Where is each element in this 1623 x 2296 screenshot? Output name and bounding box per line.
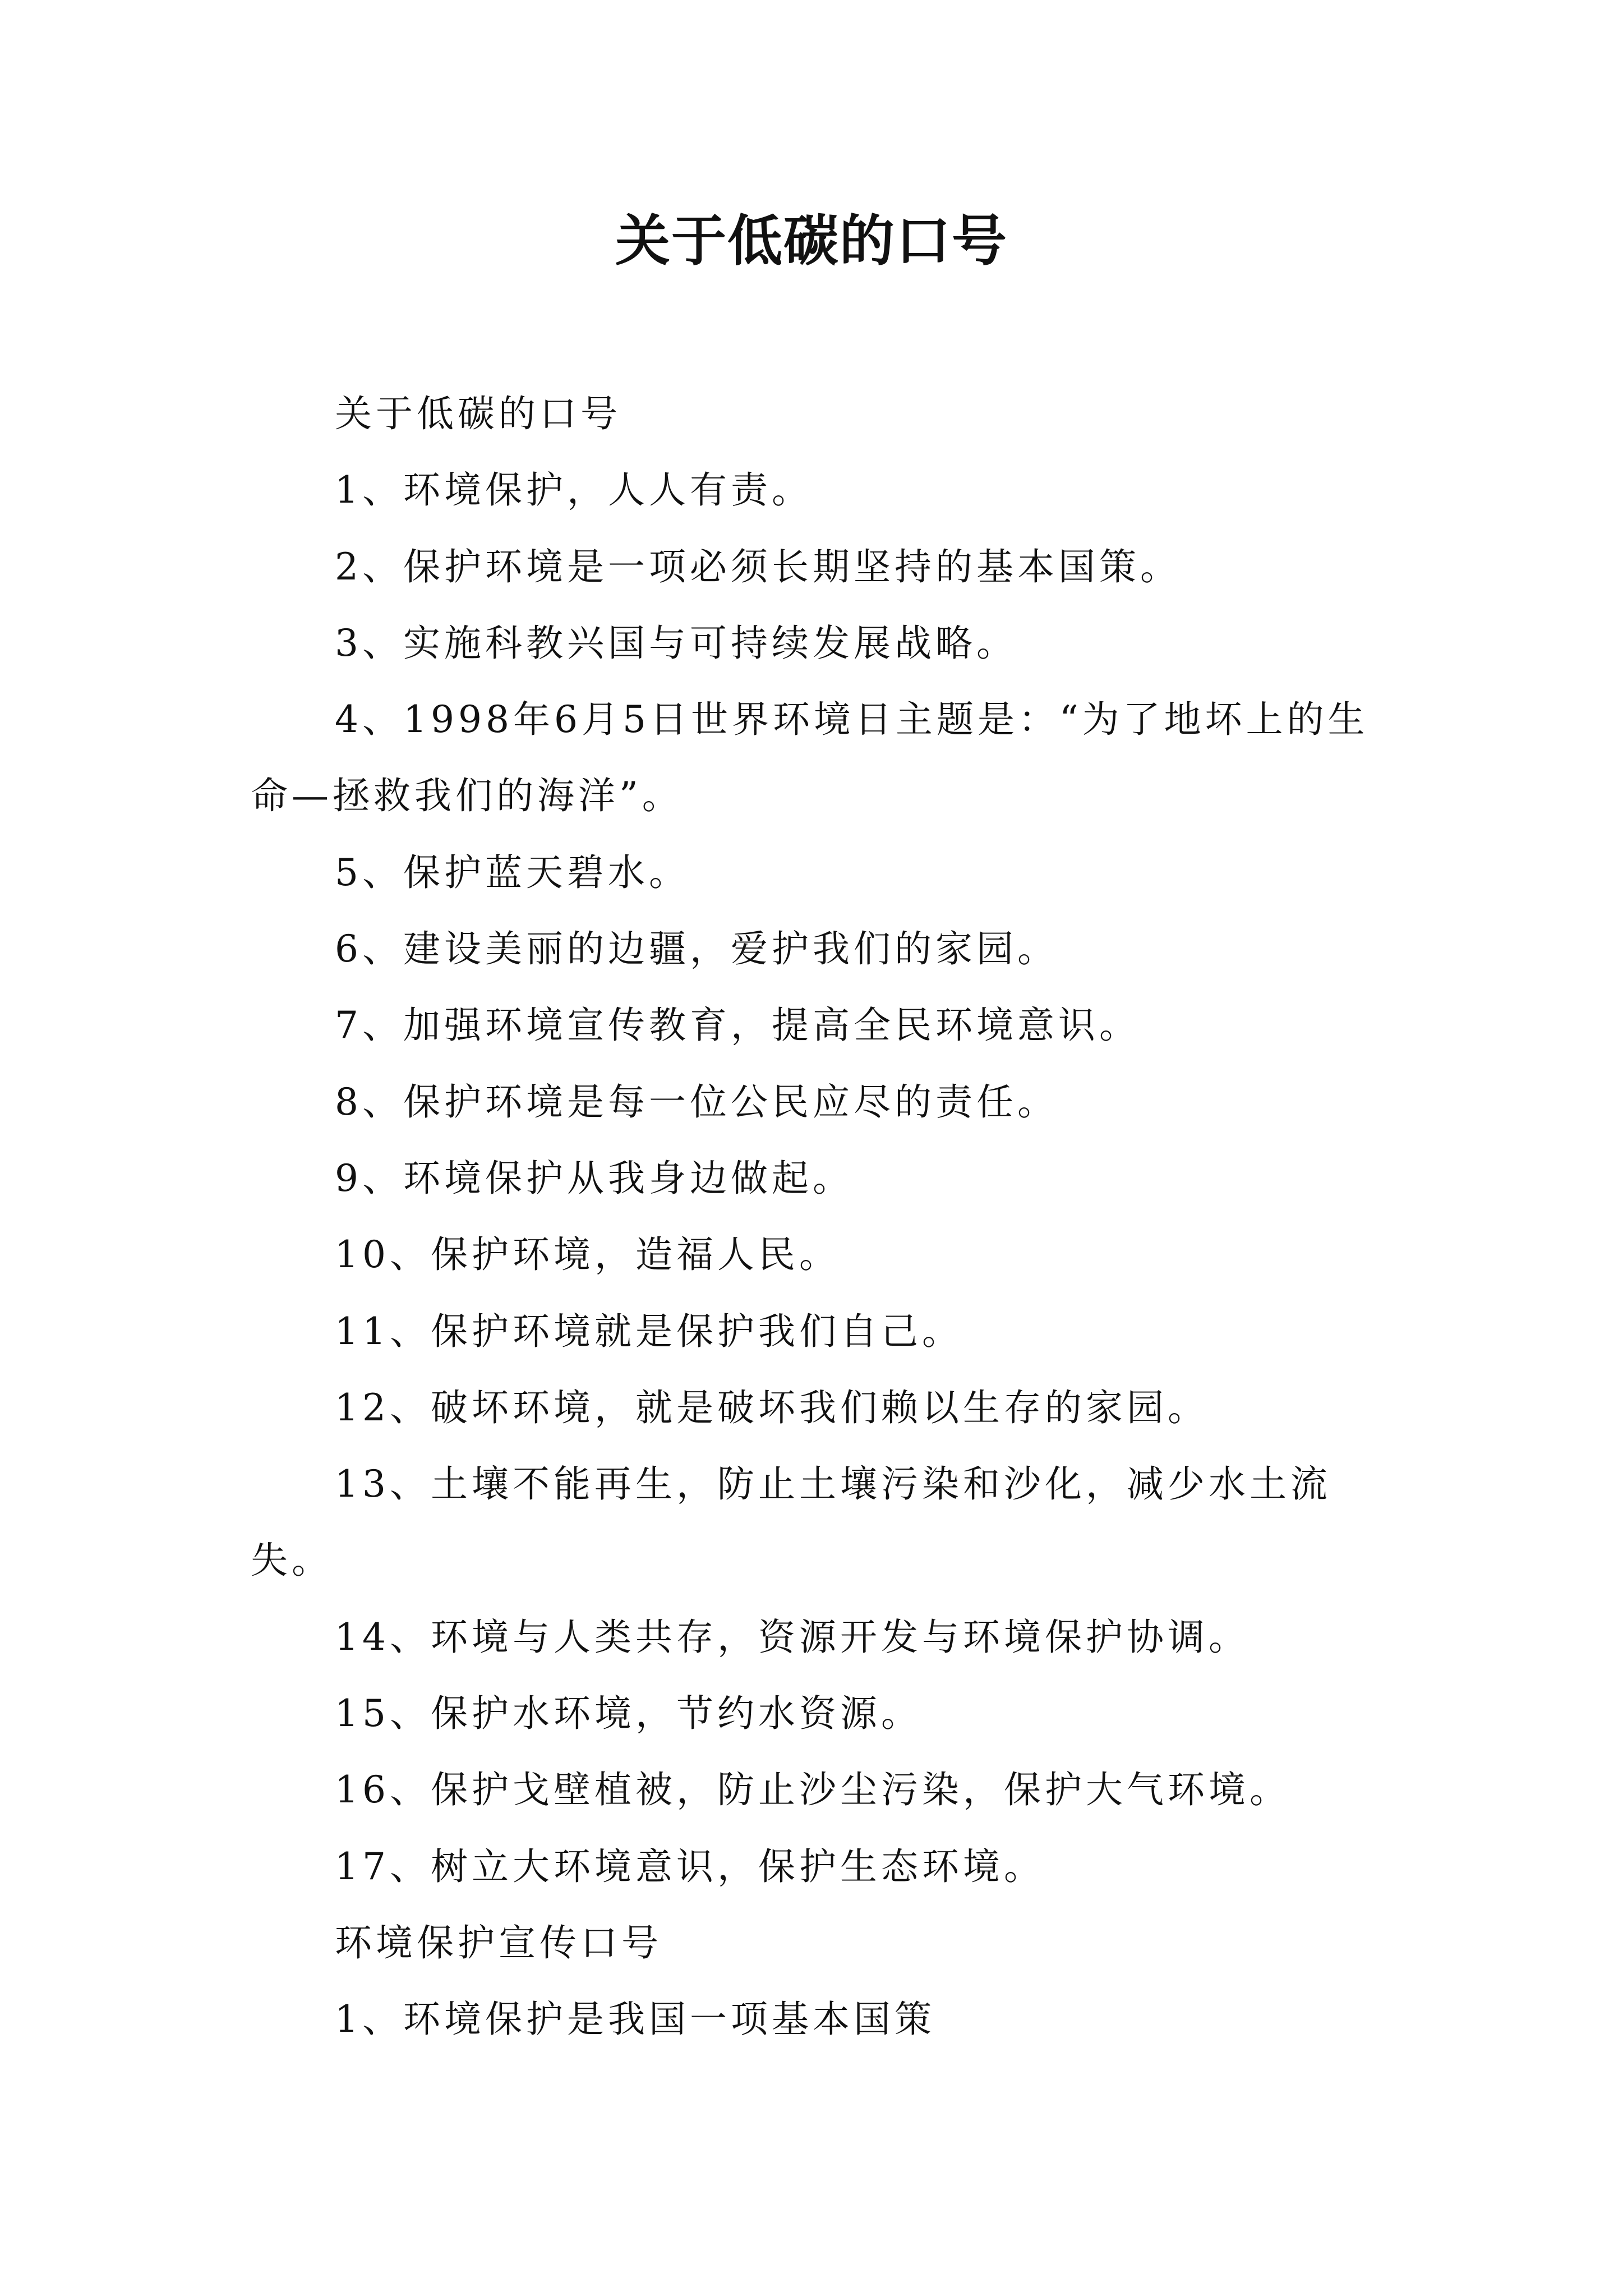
paragraph: 16、保护戈壁植被，防止沙尘污染，保护大气环境。 xyxy=(335,1768,1290,1812)
paragraph: 5、保护蓝天碧水。 xyxy=(335,850,690,894)
paragraph: 11、保护环境就是保护我们自己。 xyxy=(335,1309,963,1353)
paragraph: 10、保护环境，造福人民。 xyxy=(335,1233,840,1277)
paragraph: 关于低碳的口号 xyxy=(335,392,621,435)
paragraph: 7、加强环境宣传教育，提高全民环境意识。 xyxy=(335,1004,1140,1047)
paragraph: 15、保护水环境，节约水资源。 xyxy=(335,1692,922,1736)
paragraph: 4、1998年6月5日世界环境日主题是：“为了地坏上的生命—拯救我们的海洋”。 xyxy=(251,698,1369,818)
paragraph: 3、实施科教兴国与可持续发展战略。 xyxy=(335,621,1017,665)
document-title: 关于低碳的口号 xyxy=(615,209,1008,273)
paragraph: 14、环境与人类共存，资源开发与环境保护协调。 xyxy=(335,1615,1249,1659)
paragraph: 13、土壤不能再生，防止土壤污染和沙化，减少水土流失。 xyxy=(251,1462,1331,1582)
paragraph: 1、环境保护，人人有责。 xyxy=(335,468,813,512)
paragraph: 6、建设美丽的边疆，爱护我们的家园。 xyxy=(335,927,1058,971)
document-body xyxy=(251,376,1372,2058)
paragraph: 17、树立大环境意识，保护生态环境。 xyxy=(335,1844,1045,1888)
paragraph: 2、保护环境是一项必须长期坚持的基本国策。 xyxy=(335,545,1181,588)
paragraph: 12、破坏环境，就是破坏我们赖以生存的家园。 xyxy=(335,1386,1209,1429)
paragraph: 8、保护环境是每一位公民应尽的责任。 xyxy=(335,1080,1058,1124)
paragraph: 9、环境保护从我身边做起。 xyxy=(335,1156,854,1200)
paragraph: 1、环境保护是我国一项基本国策 xyxy=(335,1998,935,2041)
section-heading: 环境保护宣传口号 xyxy=(335,1921,662,1964)
